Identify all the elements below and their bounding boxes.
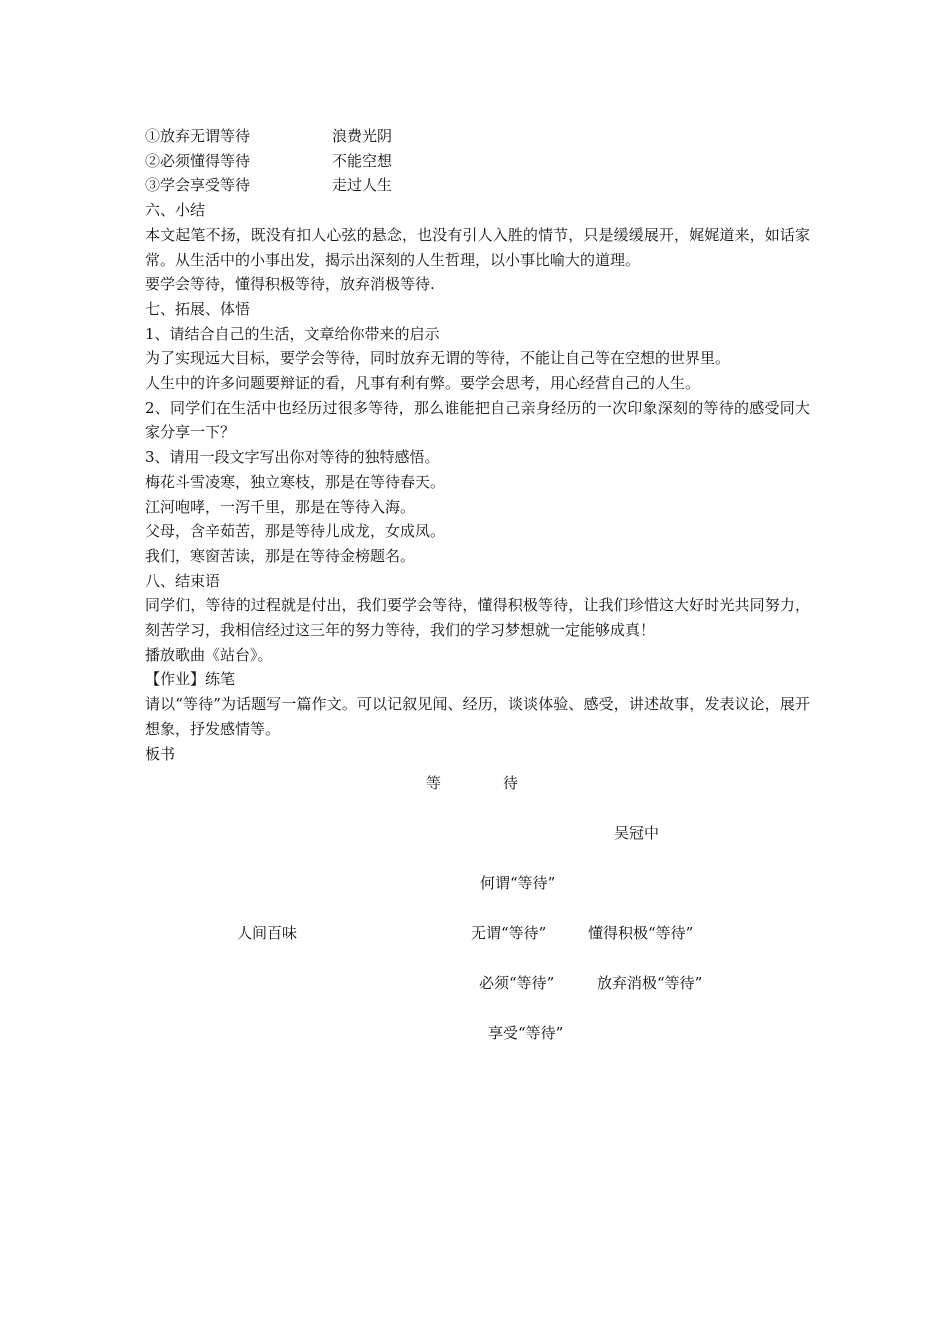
list-item: [145, 149, 810, 174]
answer-3-line-3: 父母，含辛茹苦，那是等待儿成龙，女成凤。: [145, 522, 446, 541]
closing-song: 播放歌曲《站台》。: [145, 645, 273, 664]
board-author: 吴冠中: [614, 824, 660, 842]
answer-1-line-2: 人生中的许多问题要辩证的看，凡事有利有弊。要学会思考，用心经营自己的人生。: [145, 374, 701, 393]
board-label: 板书: [145, 744, 176, 763]
question-1: 1、请结合自己的生活，文章给你带来的启示: [145, 324, 440, 343]
board-left-label: 人间百味: [237, 924, 298, 942]
list-item-right: 浪费光阴: [332, 127, 393, 145]
list-item-left: ②必须懂得等待: [145, 151, 251, 170]
document-body: [145, 124, 810, 766]
answer-3-line-2: 江河咆哮，一泻千里，那是在等待入海。: [145, 497, 416, 516]
list-item-left: ③学会享受等待: [145, 176, 251, 195]
question-2: 2、同学们在生活中也经历过很多等待，那么谁能把自己亲身经历的一次印象深刻的等待的感受同大家分享一下？: [145, 398, 810, 442]
board-title: [426, 773, 518, 793]
homework-heading: 【作业】练笔: [145, 670, 236, 689]
section-heading-summary: 六、小结: [145, 201, 206, 220]
board-title-char-1: 等: [426, 774, 442, 792]
list-item-right: 走过人生: [332, 176, 393, 195]
closing-paragraph: 同学们，等待的过程就是付出，我们要学会等待，懂得积极等待，让我们珍惜这大好时光共同努力，刻苦学习，我相信经过这三年的努力等待，我们的学习梦想就一定能够成真！: [145, 596, 810, 640]
list-item-left: ①放弃无谓等待: [145, 127, 251, 145]
board-what-is: 何谓“等待”: [480, 874, 556, 892]
answer-3-line-4: 我们，寒窗苦读，那是在等待金榜题名。: [145, 546, 416, 565]
section-heading-closing: 八、结束语: [145, 571, 221, 590]
homework-paragraph: 请以“等待”为话题写一篇作文。可以记叙见闻、经历，谈谈体验、感受，讲述故事，发表议论，展开想象，抒发感情等。: [145, 695, 810, 738]
summary-paragraph: 本文起笔不扬，既没有扣人心弦的悬念，也没有引人入胜的情节，只是缓缓展开，娓娓道来，如话家常。从生活中的小事出发，揭示出深刻的人生哲理，以小事比喻大的道理。: [145, 225, 810, 269]
answer-3-line-1: 梅花斗雪凌寒，独立寒枝，那是在等待春天。: [145, 472, 446, 491]
answer-1-line-1: 为了实现远大目标，要学会等待，同时放弃无谓的等待，不能让自己等在空想的世界里。: [145, 349, 731, 368]
list-item: [145, 173, 810, 198]
section-heading-extension: 七、拓展、体悟: [145, 299, 251, 318]
board-row1-b: 懂得积极“等待”: [588, 924, 694, 942]
list-item: [145, 124, 810, 149]
board-row2-b: 放弃消极“等待”: [597, 974, 703, 992]
board-row1-a: 无谓“等待”: [471, 924, 547, 942]
list-item-right: 不能空想: [332, 151, 393, 170]
summary-conclusion: 要学会等待，懂得积极等待，放弃消极等待.: [145, 275, 435, 294]
question-3: 3、请用一段文字写出你对等待的独特感悟。: [145, 448, 440, 467]
board-row2-a: 必须“等待”: [479, 974, 555, 992]
board-row3: 享受“等待”: [488, 1024, 564, 1042]
board-title-char-2: 待: [503, 774, 519, 792]
